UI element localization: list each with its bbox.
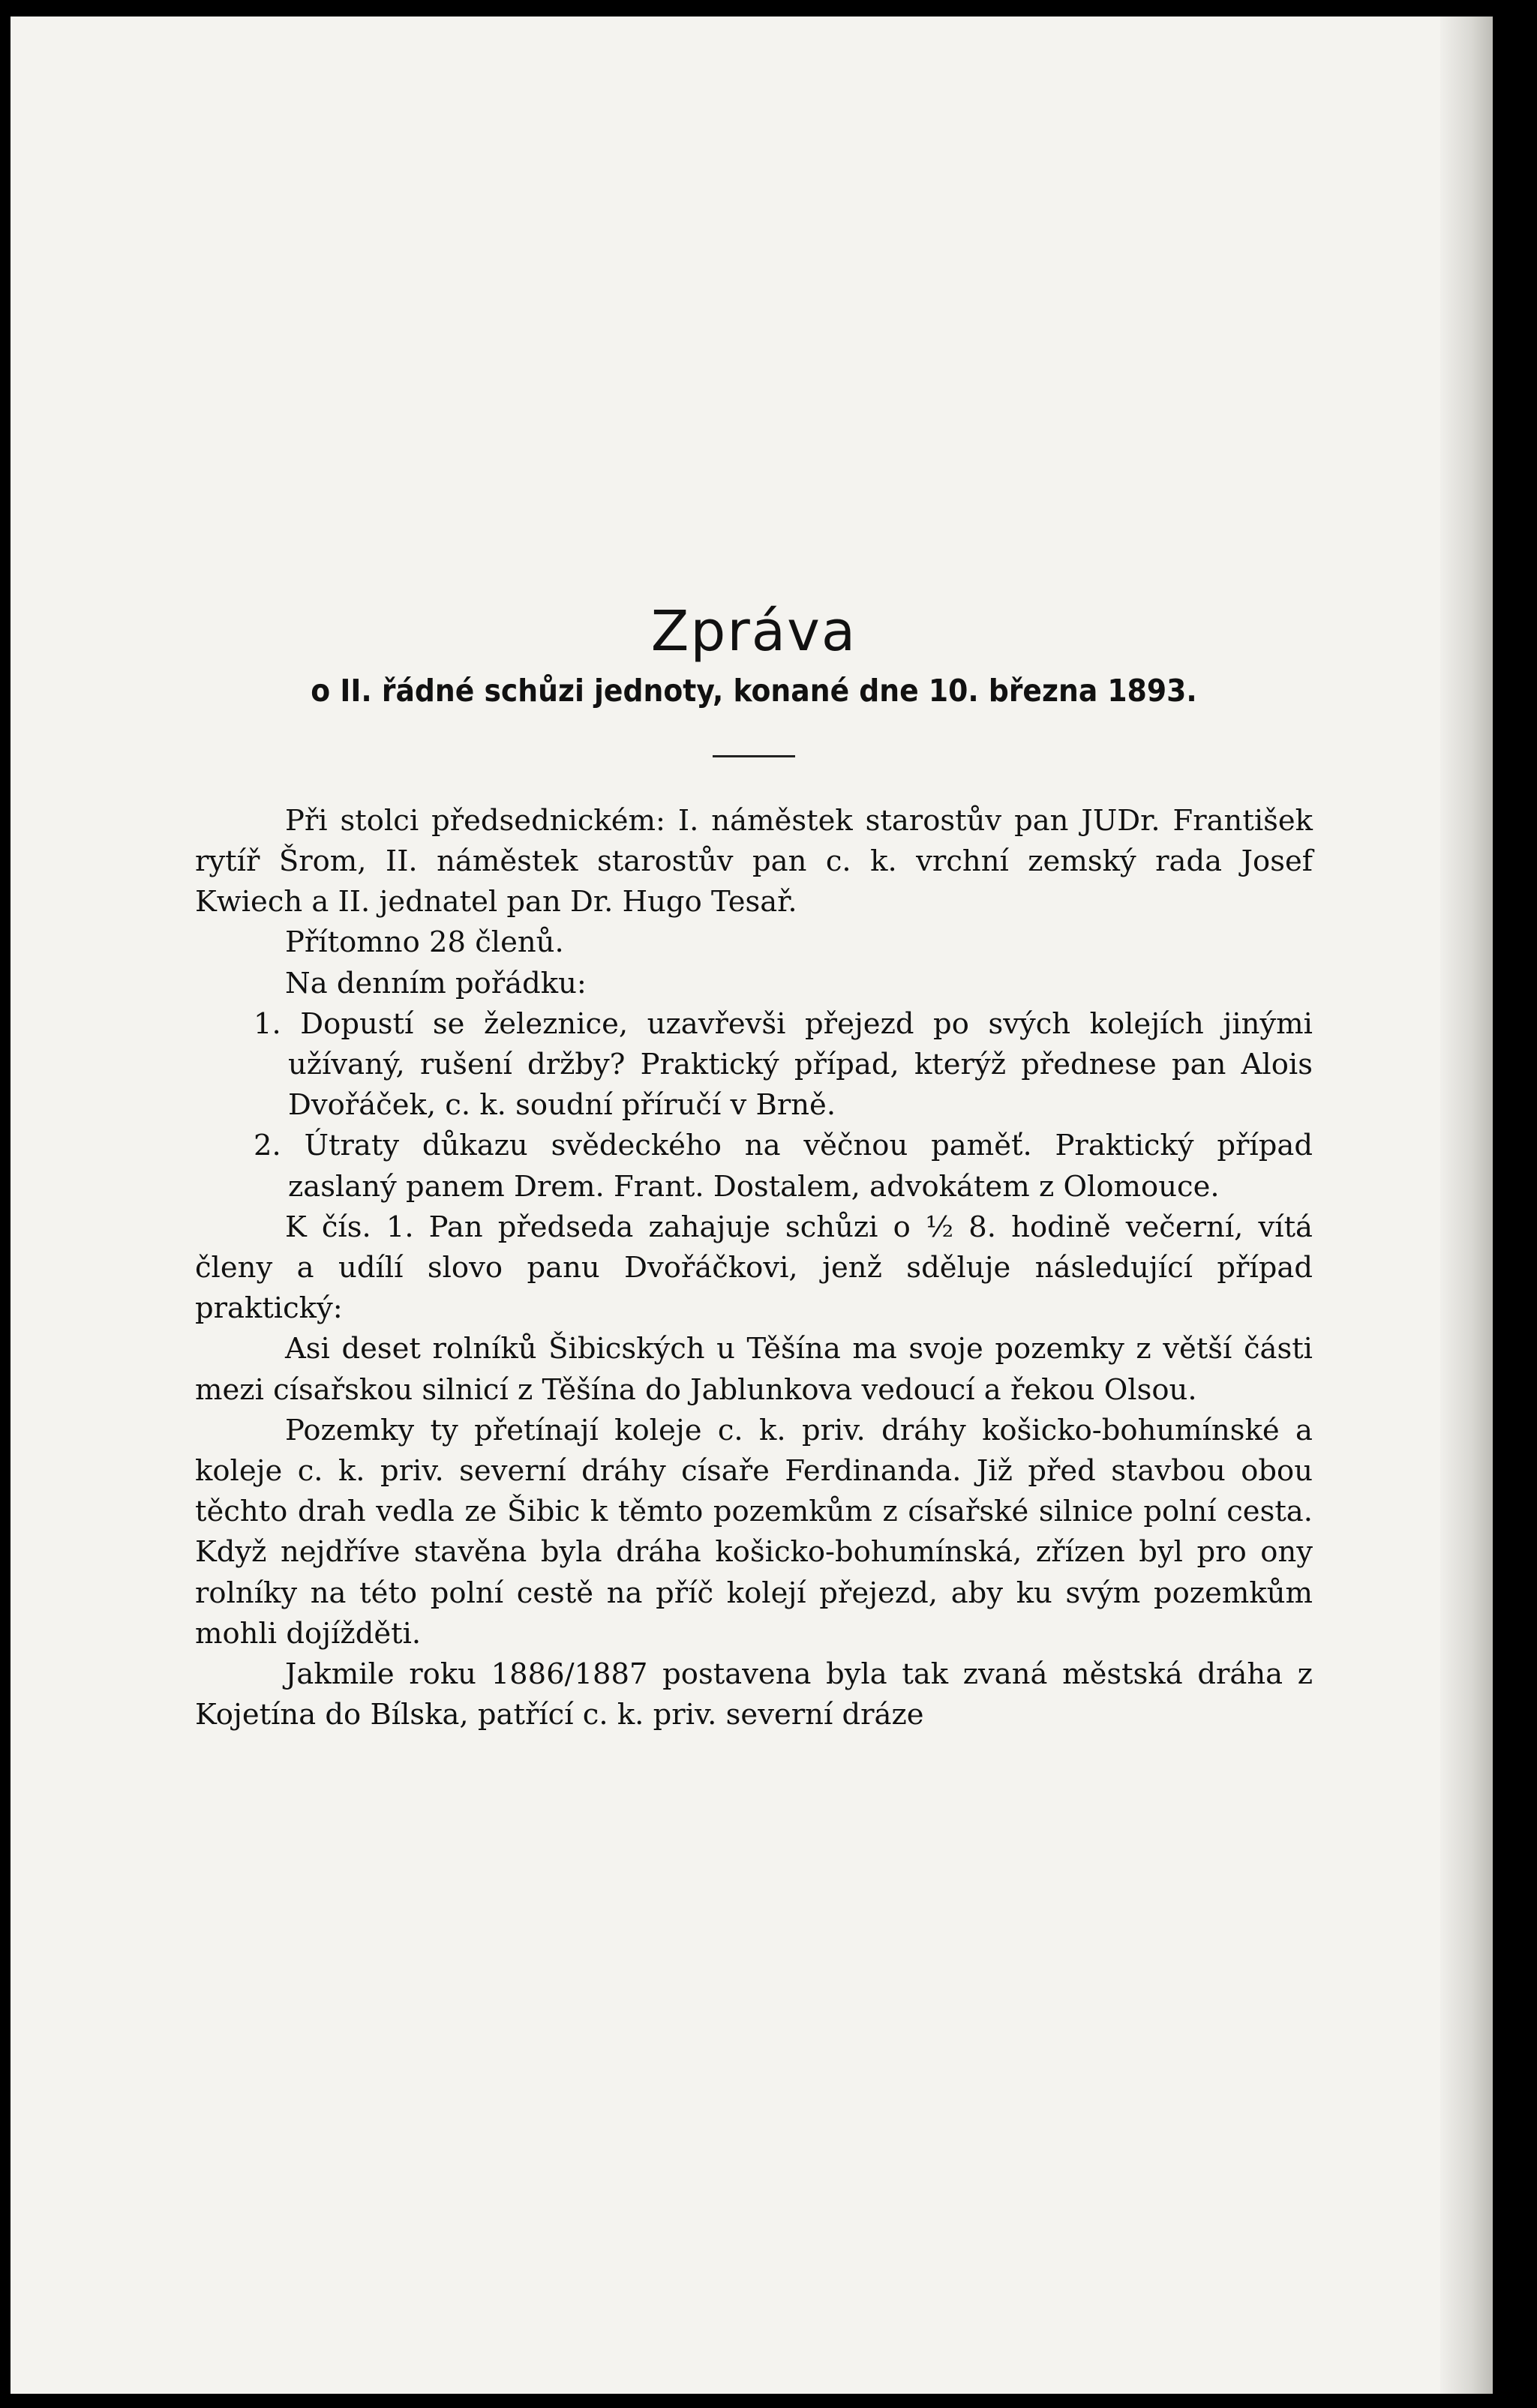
paragraph-city-railway: Jakmile roku 1886/1887 postavena byla tak zvaná městská dráha z Kojetína do Bílska, patřící c. k. priv. severní dráze [195, 1657, 1313, 1732]
paragraph-railways: Pozemky ty přetínají koleje c. k. priv. dráhy košicko-bohumínské a koleje c. k. priv. severní dráhy císaře Ferdinanda. Již před stavbou obou těchto drah vedla ze Šibic k těmto pozemkům z císařské silnice polní cesta. Když nejdříve stavěna byla dráha košicko-bohumínská, zřízen byl pro ony rolníky na této polní cestě na příč kolejí přejezd, aby ku svým pozemkům mohli dojížděti. [195, 1413, 1313, 1651]
page-content [195, 601, 1313, 1735]
agenda-item-1: 1. Dopustí se železnice, uzavřevši přejezd po svých kolejích jinými užívaný, rušení držby? Praktický případ, kterýž přednese pan Alois Dvořáček, c. k. soudní příručí v Brně. [254, 1006, 1313, 1123]
document-subtitle: o II. řádné schůzi jednoty, konané dne 10. března 1893. [311, 673, 1197, 709]
agenda-item-2: 2. Útraty důkazu svědeckého na věčnou paměť. Praktický případ zaslaný panem Drem. Frant. Dostalem, advokátem z Olomouce. [254, 1129, 1313, 1204]
paragraph-farmers: Asi deset rolníků Šibicských u Těšína ma svoje pozemky z větší části mezi císařskou silnicí z Těšína do Jablunkova vedoucí a řekou Olsou. [195, 1332, 1313, 1407]
page-edge-shadow [1440, 16, 1493, 2394]
paragraph-presidium: Při stolci předsednickém: I. náměstek starostův pan JUDr. František rytíř Šrom, II. náměstek starostův pan c. k. vrchní zemský rada Josef Kwiech a II. jednatel pan Dr. Hugo Tesař. [195, 803, 1313, 919]
scanned-page [11, 16, 1493, 2394]
body-text [195, 801, 1313, 1736]
paragraph-opening: K čís. 1. Pan předseda zahajuje schůzi o ½ 8. hodině večerní, vítá členy a udílí slovo panu Dvořáčkovi, jenž sděluje následující případ praktický: [195, 1210, 1313, 1326]
title-divider [713, 755, 795, 757]
document-title: Zpráva [650, 599, 857, 664]
paragraph-agenda-heading: Na denním pořádku: [285, 966, 587, 1000]
paragraph-attendance: Přítomno 28 členů. [285, 925, 564, 960]
